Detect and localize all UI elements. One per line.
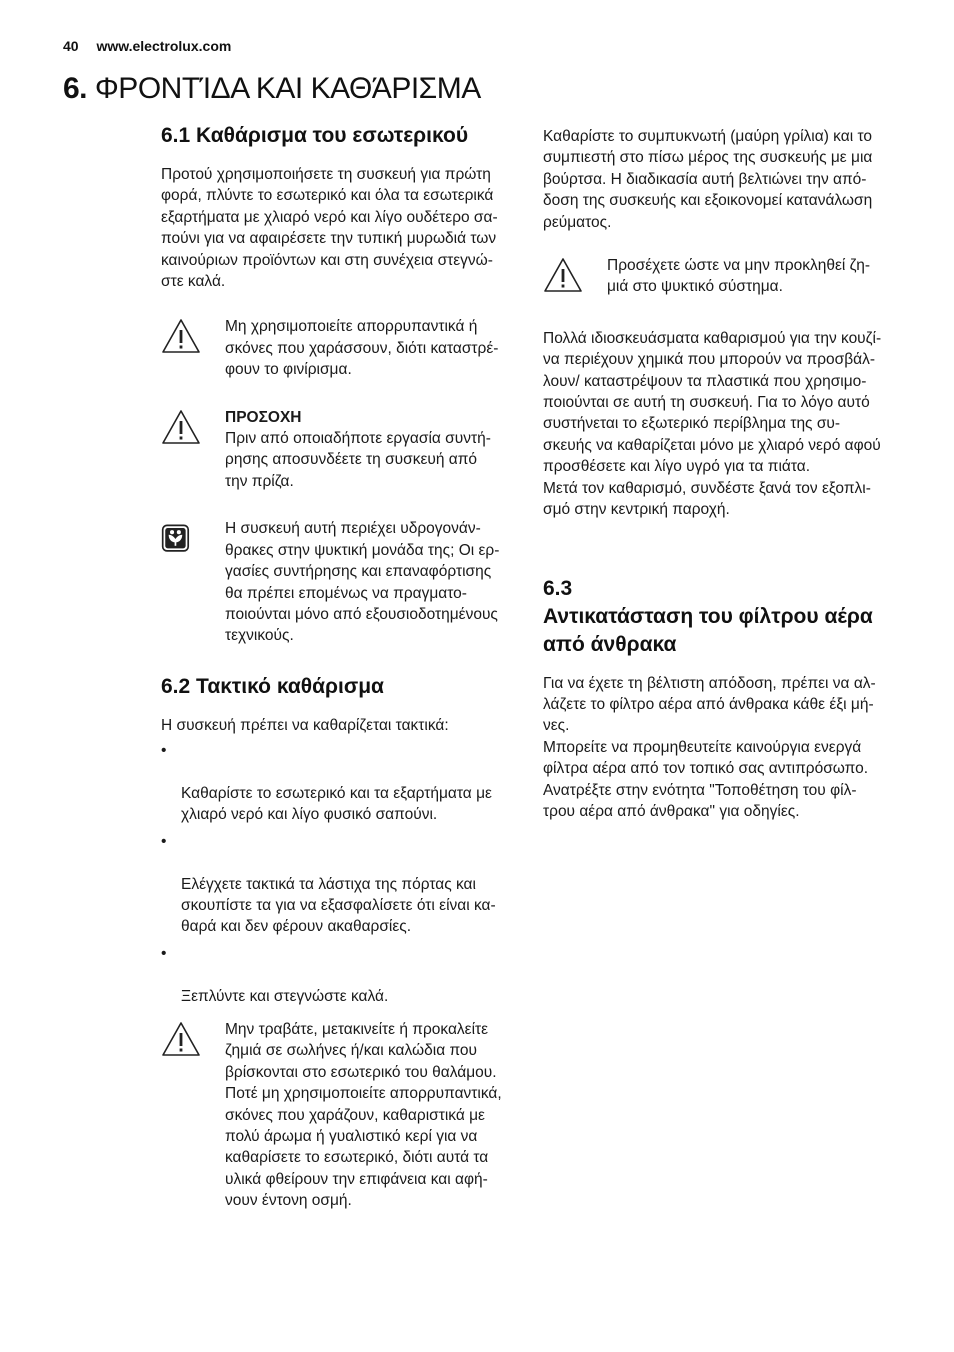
section-6-3-number: 6.3 <box>543 576 573 600</box>
chapter-number: 6. <box>63 72 88 105</box>
section-6-1-intro: Προτού χρησιμοποιήσετε τη συσκευή για πρώτη φορά, πλύντε το εσωτερικό και όλα τα εσωτερικά εξαρτήματα με χλιαρό νερό και λίγο ουδέτερο σα- πούνι για να αφαιρέσετε την τυπική μυρωδιά των καινούριων προϊόντων και στη συνέχεια στεγνώ- στε καλά. <box>161 166 498 291</box>
warning-box-abrasives <box>161 316 513 380</box>
section-6-3-title <box>543 547 898 659</box>
chapter-title-text: ΦΡΟΝΤΊΔΑ ΚΑΙ ΚΑΘΆΡΙΣΜΑ <box>94 72 481 105</box>
section-6-2-intro: Η συσκευή πρέπει να καθαρίζεται τακτικά: <box>161 716 449 734</box>
site-url[interactable]: www.electrolux.com <box>96 38 232 54</box>
warning-box-cooling-system <box>543 255 898 298</box>
bullet-text: Ξεπλύντε και στεγνώστε καλά. <box>181 987 389 1005</box>
warning-box-pipes <box>161 1019 513 1212</box>
section-6-1-title <box>161 122 513 150</box>
warning-text-pipes: Μην τραβάτε, μετακινείτε ή προκαλείτε ζημιά σε σωλήνες ή/και καλώδια που βρίσκονται στο εσωτερικό του θαλάμου. Ποτέ μη χρησιμοποιείτε απορρυπαντικά, σκόνες που χαράζουν, καθαριστικά με πολύ άρωμα ή γυαλιστικό κερί για να καθαρίσετε το εσωτερικό, διότι αυτά τα υλικά φθείρουν την επιφάνεια και αφή- νουν έντονη οσμή. <box>225 1021 502 1210</box>
caution-box-unplug <box>161 407 513 493</box>
section-6-2-number: 6.2 <box>161 674 191 698</box>
bullet-symbol: • <box>161 832 167 850</box>
condenser-cleaning-text: Καθαρίστε το συμπυκνωτή (μαύρη γρίλια) και το συμπιεστή στο πίσω μέρος της συσκευής με μια βούρτσα. Η διαδικασία αυτή βελτιώνει την από- δοση της συσκευής και εξοικονομεί κατανάλωση ρεύματος. <box>543 128 873 231</box>
environment-text: Η συσκευή αυτή περιέχει υδρογονάν- θρακες στην ψυκτική μονάδα της; Οι ερ- γασίες συντήρησης και επαναφόρτισης θα πρέπει επομένως να πραγματο- ποιούνται μόνο από εξουσιοδοτημένους τεχνικούς. <box>225 520 500 645</box>
list-item <box>161 740 513 826</box>
warning-text-abrasives: Μη χρησιμοποιείτε απορρυπαντικά ή σκόνες που χαράσσουν, διότι καταστρέ- φουν το φινίρισμα. <box>225 318 499 379</box>
section-6-3-title-text: Αντικατάσταση του φίλτρου αέρα από άνθρακα <box>543 604 873 656</box>
cleaning-bullet-list <box>161 740 513 1007</box>
right-column <box>543 126 898 822</box>
warning-text-cooling-system: Προσέχετε ώστε να μην προκληθεί ζη- μιά στο ψυκτικό σύστημα. <box>607 257 870 296</box>
list-item <box>161 831 513 938</box>
bullet-text: Καθαρίστε το εσωτερικό και τα εξαρτήματα με χλιαρό νερό και λίγο φυσικό σαπούνι. <box>181 784 492 824</box>
caution-label: ΠΡΟΣΟΧΗ <box>225 408 302 426</box>
bullet-text: Ελέγχετε τακτικά τα λάστιχα της πόρτας και σκουπίστε τα για να εξασφαλίσετε ότι είναι κα- θαρά και δεν φέρουν ακαθαρσίες. <box>181 875 496 936</box>
warning-triangle-icon <box>161 1021 201 1057</box>
page-header <box>63 38 231 54</box>
chapter-title <box>63 70 481 108</box>
bullet-symbol: • <box>161 944 167 962</box>
section-6-1-number: 6.1 <box>161 124 191 147</box>
cleaning-products-text: Πολλά ιδιοσκευάσματα καθαρισμού για την κουζί- να περιέχουν χημικά που μπορούν να προσβάλ- λουν/ καταστρέψουν τα πλαστικά που χρησιμο- ποιούνται σε αυτή τη συσκευή. Για το λόγο αυτό συστήνεται το εξωτερικό περίβλημα της συ- σκευής να καθαρίζεται μόνο με χλιαρό νερό αφού προσθέσετε και λίγο υγρό για τα πιάτα. Μετά τον καθαρισμό, συνδέστε ξανά τον εξοπλι- σμό στην κεντρική παροχή. <box>543 329 882 519</box>
section-6-2-title <box>161 673 513 701</box>
list-item <box>161 943 513 1007</box>
section-6-3-text: Για να έχετε τη βέλτιστη απόδοση, πρέπει να αλ- λάζετε το φίλτρο αέρα από άνθρακα κάθε έξι μή- νες. Μπορείτε να προμηθευτείτε καινούργια ενεργά φίλτρα αέρα από τον τοπικό σας αντιπρόσωπο. Ανατρέξτε στην ενότητα "Τοποθέτηση του φίλ- τρου αέρα από άνθρακα" για οδηγίες. <box>543 674 876 820</box>
page-number: 40 <box>63 38 79 54</box>
caution-text: Πριν από οποιαδήποτε εργασία συντή- ρησης αποσυνδέετε τη συσκευή από την πρίζα. <box>225 430 491 490</box>
bullet-symbol: • <box>161 742 167 760</box>
warning-triangle-icon <box>543 257 583 293</box>
section-6-1-title-text: Καθάρισμα του εσωτερικού <box>196 124 469 147</box>
warning-triangle-icon <box>161 318 201 354</box>
warning-triangle-icon <box>161 409 201 445</box>
environment-flower-icon <box>161 522 195 556</box>
section-6-2-title-text: Τακτικό καθάρισμα <box>196 674 384 698</box>
left-column <box>161 122 513 1212</box>
environment-info-box <box>161 518 513 646</box>
